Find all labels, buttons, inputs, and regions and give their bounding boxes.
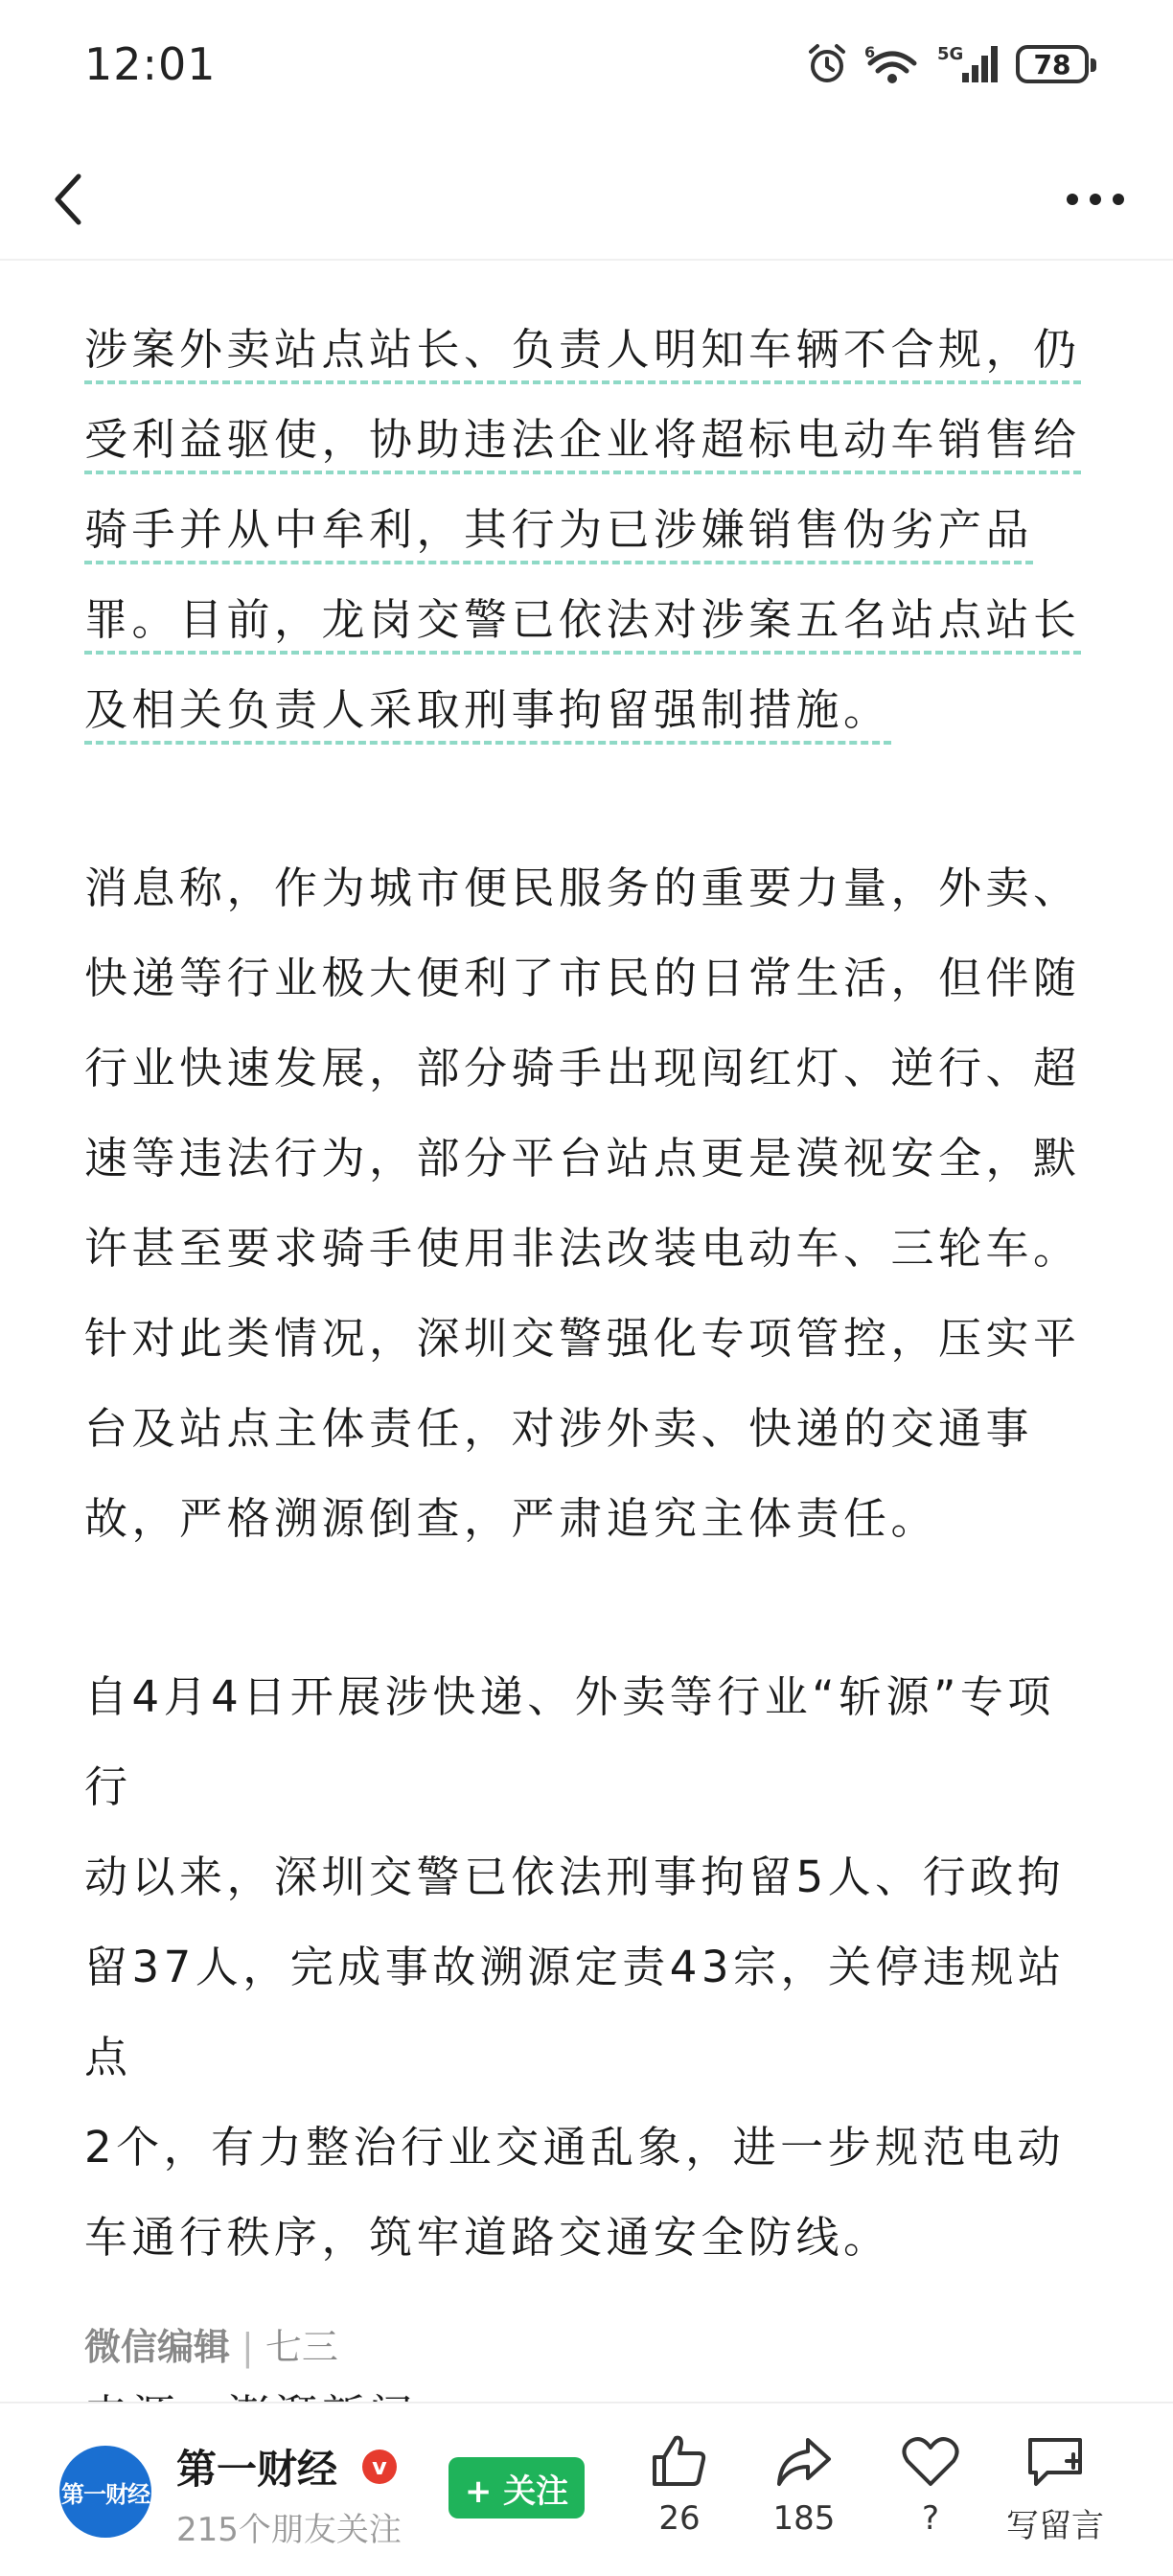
article-line: 速等违法行为，部分平台站点更是漠视安全，默 xyxy=(84,1133,1081,1184)
article-line: 2个，有力整治行业交通乱象，进一步规范电动 xyxy=(84,2122,1066,2173)
article-line: 台及站点主体责任，对涉外卖、快递的交通事 xyxy=(84,1403,1034,1454)
article-line[interactable]: 及相关负责人采取刑事拘留强制措施。 xyxy=(84,684,891,745)
share-button[interactable] xyxy=(742,2432,866,2538)
wifi-badge: 6 xyxy=(864,43,876,61)
article-body xyxy=(84,305,1089,2461)
more-options-button[interactable] xyxy=(1052,161,1138,238)
article-line: 留37人，完成事故溯源定责43宗，关停违规站点 xyxy=(84,1942,1066,2082)
article-line: 动以来，深圳交警已依法刑事拘留5人、行政拘 xyxy=(84,1852,1066,1902)
like-count: 26 xyxy=(658,2499,701,2538)
editor-credit xyxy=(84,2317,338,2370)
favorite-count: ? xyxy=(921,2499,940,2538)
nav-bar xyxy=(0,144,1173,261)
write-comment-label: 写留言 xyxy=(1006,2507,1104,2545)
article-paragraph-2 xyxy=(84,843,1089,1564)
account-name[interactable]: 第一财经 xyxy=(176,2446,338,2493)
article-line: 许甚至要求骑手使用非法改装电动车、三轮车。 xyxy=(84,1223,1081,1274)
thumbs-up-icon xyxy=(649,2432,710,2490)
wifi-icon xyxy=(862,42,922,86)
editor-label: 微信编辑 xyxy=(84,2326,231,2368)
article-line: 消息称，作为城市便民服务的重要力量，外卖、 xyxy=(84,862,1081,913)
article-line: 车通行秩序，筑牢道路交通安全防线。 xyxy=(84,2212,891,2263)
comment-icon xyxy=(1024,2432,1086,2490)
alarm-icon xyxy=(805,42,849,86)
status-time: 12:01 xyxy=(84,38,217,90)
editor-separator: | xyxy=(242,2326,254,2368)
article-line: 行业快速发展，部分骑手出现闯红灯、逆行、超 xyxy=(84,1043,1081,1093)
follow-button[interactable]: + 关注 xyxy=(448,2457,585,2518)
avatar-logo-text: 第一财经 xyxy=(61,2480,150,2508)
share-arrow-icon xyxy=(773,2432,835,2490)
article-line: 快递等行业极大便利了市民的日常生活，但伴随 xyxy=(84,953,1081,1003)
favorite-button[interactable] xyxy=(868,2432,993,2538)
article-line[interactable]: 受利益驱使，协助违法企业将超标电动车销售给 xyxy=(84,414,1081,474)
back-button[interactable] xyxy=(29,161,105,238)
article-line[interactable]: 涉案外卖站点站长、负责人明知车辆不合规，仍 xyxy=(84,324,1081,384)
article-line[interactable]: 骑手并从中牟利，其行为已涉嫌销售伪劣产品 xyxy=(84,504,1033,564)
bottom-action-bar xyxy=(0,2402,1173,2576)
battery-indicator: 78 xyxy=(1016,45,1089,83)
article-line: 针对此类情况，深圳交警强化专项管控，压实平 xyxy=(84,1313,1081,1364)
article-paragraph-1 xyxy=(84,305,1089,755)
write-comment-button[interactable] xyxy=(993,2432,1117,2546)
verified-badge: v xyxy=(362,2450,397,2484)
article-line[interactable]: 罪。目前，龙岗交警已依法对涉案五名站点站长 xyxy=(84,594,1081,655)
account-avatar[interactable] xyxy=(59,2446,151,2538)
status-icons xyxy=(805,42,1089,86)
share-count: 185 xyxy=(772,2499,836,2538)
article-line: 故，严格溯源倒查，严肃追究主体责任。 xyxy=(84,1493,939,1544)
heart-icon xyxy=(900,2432,961,2490)
cellular-signal-icon xyxy=(935,42,1002,86)
friends-following-count: 215个朋友关注 xyxy=(176,2511,402,2549)
article-line: 自4月4日开展涉快递、外卖等行业“斩源”专项行 xyxy=(84,1671,1055,1812)
more-dots-icon xyxy=(1065,192,1126,207)
chevron-left-icon xyxy=(48,171,86,228)
like-button[interactable] xyxy=(617,2432,742,2538)
network-label: 5G xyxy=(937,44,964,64)
status-bar xyxy=(0,0,1173,144)
article-paragraph-3 xyxy=(84,1652,1089,2283)
editor-name: 七三 xyxy=(264,2326,338,2368)
